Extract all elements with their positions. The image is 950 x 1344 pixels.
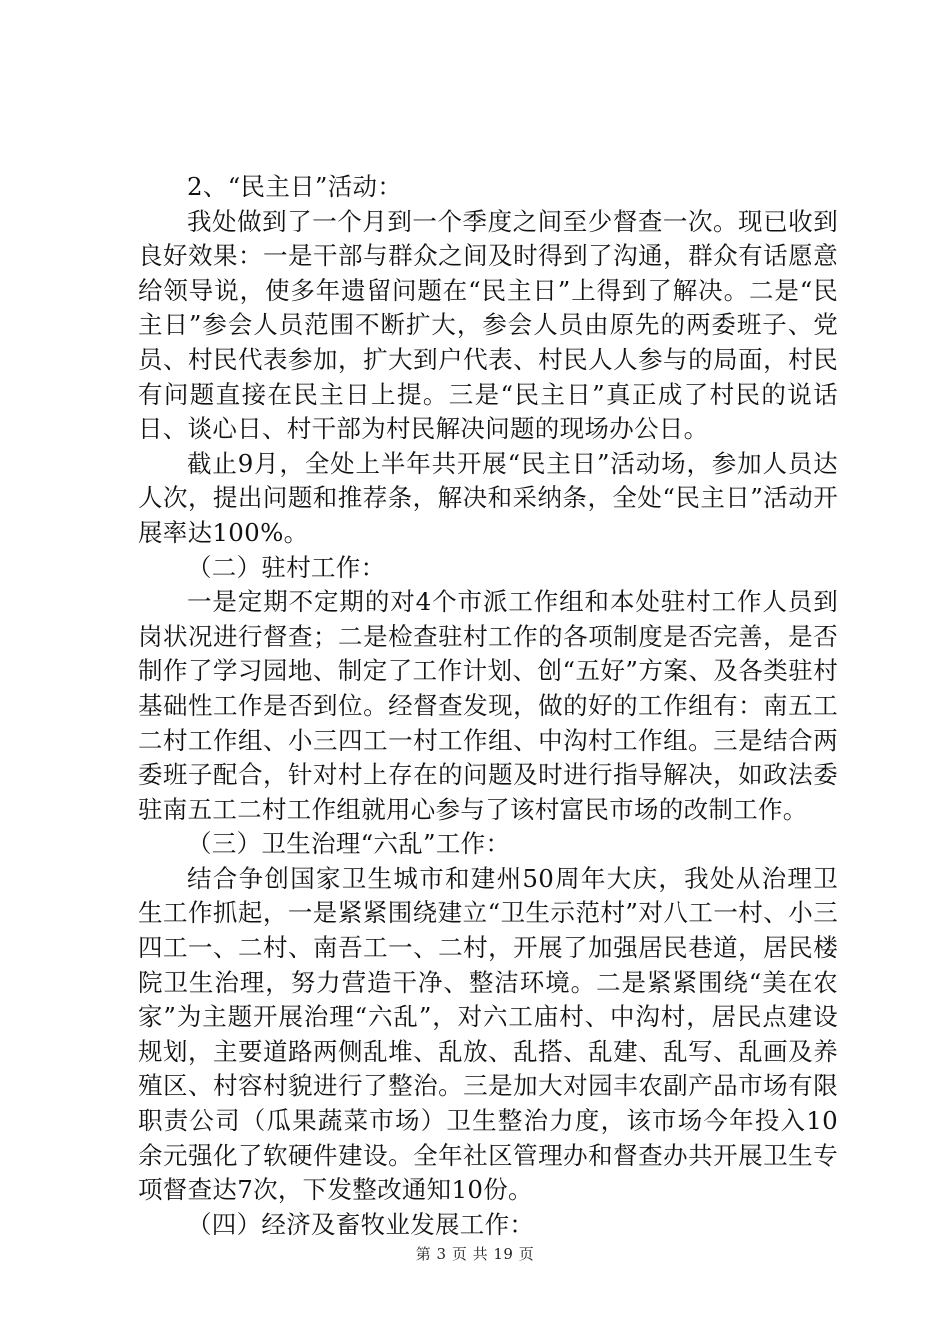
section-heading-village-work: （二）驻村工作： (187, 552, 386, 582)
paragraph-democracy-day-results: 我处做到了一个月到一个季度之间至少督查一次。现已收到良好效果：一是干部与群众之间及时得到了沟通，群众有话愿意给领导说，使多年遗留问题在“民主日”上得到了解决。二是“民主日”参会人员范围不断扩大，参会人员由原先的两委班子、党员、村民代表参加，扩大到户代表、村民人人参与的局面，村民有问题直接在民主日上提。三是“民主日”真正成了村民的说话日、谈心日、村干部为村民解决问题的现场办公日。 (138, 206, 838, 444)
page-footer: 第 3 页 共 19 页 (415, 1245, 535, 1263)
paragraph-village-work: 一是定期不定期的对4个市派工作组和本处驻村工作人员到岗状况进行督查；二是检查驻村工作的各项制度是否完善，是否制作了学习园地、制定了工作计划、创“五好”方案、及各类驻村基础性工作是否到位。经督查发现，做的好的工作组有：南五工二村工作组、小三四工一村工作组、中沟村工作组。三是结合两委班子配合，针对村上存在的问题及时进行指导解决，如政法委驻南五工二村工作组就用心参与了该村富民市场的改制工作。 (138, 587, 838, 824)
paragraph-sanitation: 结合争创国家卫生城市和建州50周年大庆，我处从治理卫生工作抓起，一是紧紧围绕建立“卫生示范村”对八工一村、小三四工一、二村、南吾工一、二村，开展了加强居民巷道，居民楼院卫生治理，努力营造干净、整洁环境。二是紧紧围绕“美在农家”为主题开展治理“六乱”，对六工庙村、中沟村，居民点建设规划，主要道路两侧乱堆、乱放、乱搭、乱建、乱写、乱画及养殖区、村容村貌进行了整治。三是加大对园丰农副产品市场有限职责公司（瓜果蔬菜市场）卫生整治力度，该市场今年投入10余元强化了软硬件建设。全年社区管理办和督查办共开展卫生专项督查达7次，下发整改通知10份。 (138, 863, 838, 1205)
document-body (138, 170, 838, 1242)
section-heading-democracy-day: 2、“民主日”活动： (187, 172, 403, 201)
section-heading-sanitation: （三）卫生治理“六乱”工作： (187, 829, 511, 859)
paragraph-democracy-day-statistics: 截止9月，全处上半年共开展“民主日”活动场，参加人员达人次，提出问题和推荐条，解决和采纳条，全处“民主日”活动开展率达100%。 (138, 448, 838, 547)
section-heading-economy-livestock: （四）经济及畜牧业发展工作： (187, 1209, 535, 1239)
